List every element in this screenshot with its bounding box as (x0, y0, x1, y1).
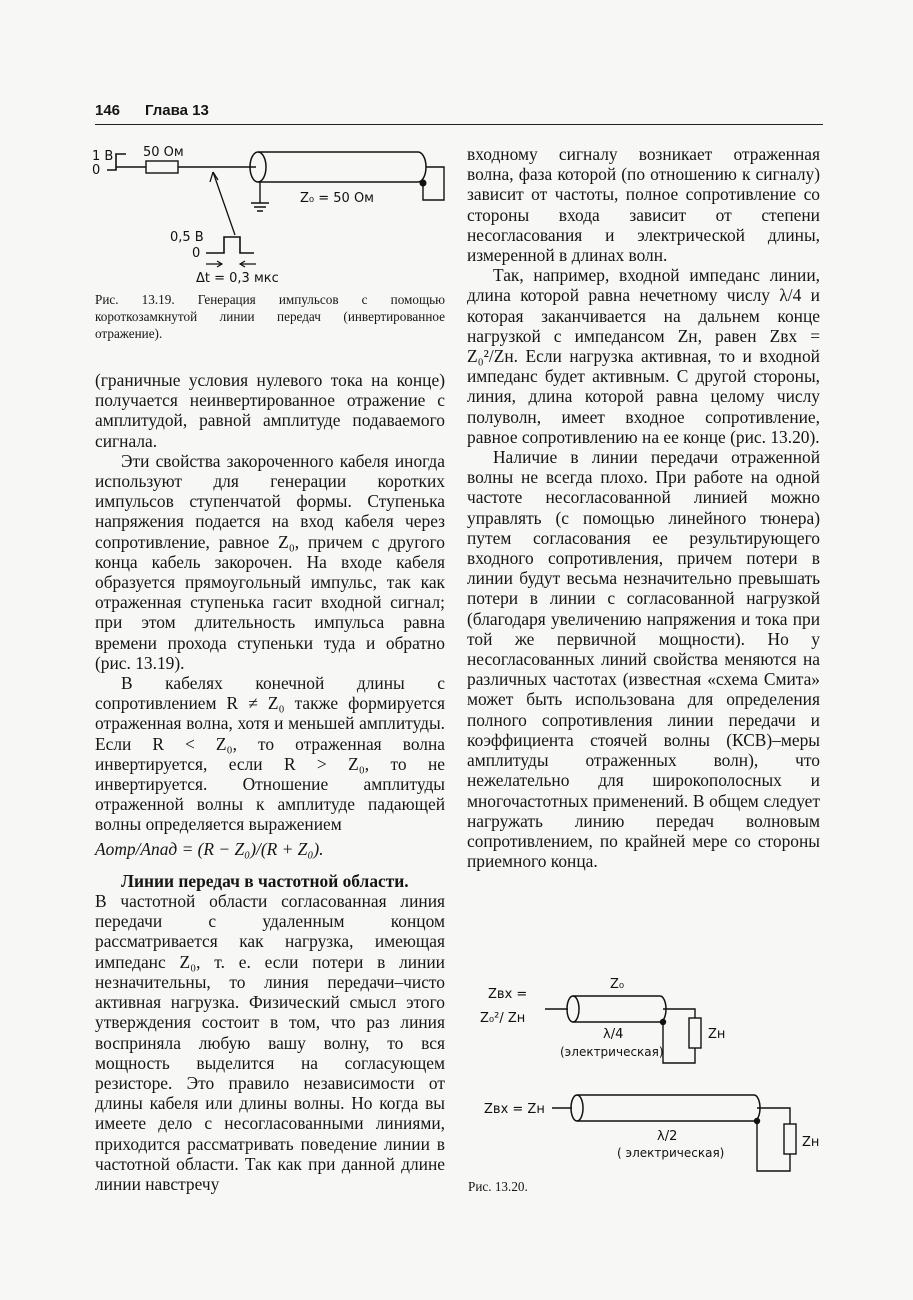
right-paragraph-1: входному сигналу возникает отраженная волна, фаза которой (по отношению к сигналу) зависит от частоты, полное сопротивление со стороны входа зависит от степени несогласования и электрической длины, измеренной в длинах волн. (467, 144, 820, 266)
fig20-load1 (689, 1018, 701, 1048)
fig20-line2-load-wire (757, 1108, 790, 1171)
fig20-line2-end (571, 1095, 583, 1121)
right-paragraph-2: Так, например, входной импеданс линии, длина которой равна нечетному числу λ/4 и которая заканчивается на дальнем конце нагрузкой с импедансом Zн, равен Zвх = Z₀²/Zн. Если нагрузка активная, то и входной импеданс будет активным. С другой стороны, линия, длина которой равна целому числу полуволн, имеет входное сопротивление, равное сопротивлению на ее конце (рис. 13.20). (467, 265, 820, 447)
left-paragraph-4: В частотной области согласованная линия передачи с удаленным концом рассматривается как нагрузка, имеющая импеданс Z₀, т. е. если потери в линии незначительны, то линия передачи–чисто активная нагрузка. Физический смысл этого утверждения состоит в том, что раз линия восприняла любую вашу волну, то вся мощность выделится на согласующем резисторе. Это правило независимости от длины кабеля или длины волны. Но когда вы имеете дело с несогласованными линиями, приходится рассматривать поведение линии в частотной области. Так как при данной длине линии навстречу (95, 891, 445, 1194)
page-number: 146 (95, 102, 121, 119)
chapter-title: Глава 13 (145, 102, 209, 119)
fig19-pulse (206, 237, 254, 253)
fig19-dt-arrows (206, 261, 256, 267)
fig19-pointer-line (213, 172, 235, 235)
figure-13-19 (88, 140, 458, 288)
fig19-label-0: 0 (92, 163, 101, 178)
fig20-label-zh2: Zн (802, 1135, 820, 1150)
fig19-resistor (146, 161, 178, 173)
right-paragraph-3: Наличие в линии передачи отраженной волны не всегда плохо. При работе на одной частоте несогласованной линией можно управлять (с помощью линейного тюнера) путем согласования ее результирующего входного сопротивления, причем потери в линии будут весьма незначительно превышать потери в линии с согласованной нагрузкой (благодаря увеличению напряжения и тока при той же первичной мощности). Но у несогласованных линий свойства меняются на различных частотах (известная «схема Смита» может быть использована для определения полного сопротивления линии передачи и коэффициента стоячей волны (КСВ)–меры амплитуды отраженных волн), что нежелательно для широкополосных и многочастотных применений. В общем следует нагружать линию передач волновым сопротивлением, по крайней мере со стороны приемного конца. (467, 447, 820, 872)
fig20-line1-load-wire (663, 1009, 695, 1063)
fig19-label-1v: 1 В (92, 149, 114, 164)
fig20-caption: Рис. 13.20. (468, 1179, 528, 1194)
left-paragraph-1: (граничные условия нулевого тока на конце) получается неинвертированное отражение с амплитудой, равной амплитуде подаваемого сигнала. (95, 370, 445, 451)
fig20-load2 (784, 1124, 796, 1154)
fig19-ground (251, 182, 269, 211)
left-paragraph-3: В кабелях конечной длины с сопротивлением R ≠ Z₀ также формируется отраженная волна, хотя и меньшей амплитуды. Если R < Z₀, то отраженная волна инвертируется, если R > Z₀, то не инвертируется. Отношение амплитуды отраженной волны к амплитуде падающей волны определяется выражением (95, 673, 445, 835)
fig19-label-0-pulse: 0 (192, 246, 201, 261)
section-heading: Линии передач в частотной области. (121, 870, 409, 891)
fig20-line1-body (573, 996, 666, 1022)
fig20-line2-body (577, 1095, 760, 1121)
fig19-label-05v: 0,5 В (170, 230, 204, 245)
fig20-label-zh1: Zн (708, 1027, 726, 1042)
left-column (95, 370, 445, 1194)
fig20-label-zin1-a: Zвх = (488, 987, 528, 1002)
fig19-label-dt: Δt = 0,3 мкс (196, 271, 279, 286)
fig19-pointer-head (210, 172, 218, 182)
page-header (95, 100, 823, 125)
reflection-formula: Aотр/Aпад = (R − Z₀)/(R + Z₀). (95, 838, 324, 859)
fig20-label-z0: Z₀ (610, 977, 625, 992)
fig19-caption: Рис. 13.19. Генерация импульсов с помощью короткозамкнутой линии передач (инвертированное отражение). (95, 292, 445, 341)
fig20-label-lambda4: λ/4 (603, 1027, 624, 1042)
fig20-label-lambda2: λ/2 (657, 1129, 678, 1144)
left-paragraph-2: Эти свойства закороченного кабеля иногда используют для генерации коротких импульсов ступенчатой формы. Ступенька напряжения подается на вход кабеля через сопротивление, равное Z₀, причем с другого конца кабель закорочен. На входе кабеля образуется прямоугольный импульс, так как отраженная ступенька гасит входной сигнал; при этом длительность импульса равна времени прохода ступеньки туда и обратно (рис. 13.19). (95, 450, 445, 673)
fig20-label-elec2: ( электрическая) (617, 1146, 725, 1160)
fig20-label-elec1: (электрическая) (560, 1045, 664, 1059)
fig20-label-zin2: Zвх = Zн (484, 1102, 545, 1117)
fig19-label-z0: Z₀ = 50 Ом (300, 191, 374, 206)
right-column (467, 144, 820, 871)
figure-13-20 (470, 968, 820, 1176)
fig19-label-50ohm: 50 Ом (143, 145, 184, 160)
fig20-label-zin1-b: Z₀²/ Zн (480, 1011, 526, 1026)
fig19-cable-body (258, 152, 426, 182)
left-paragraph-4-heading (95, 871, 445, 891)
fig20-line1-end (567, 996, 579, 1022)
